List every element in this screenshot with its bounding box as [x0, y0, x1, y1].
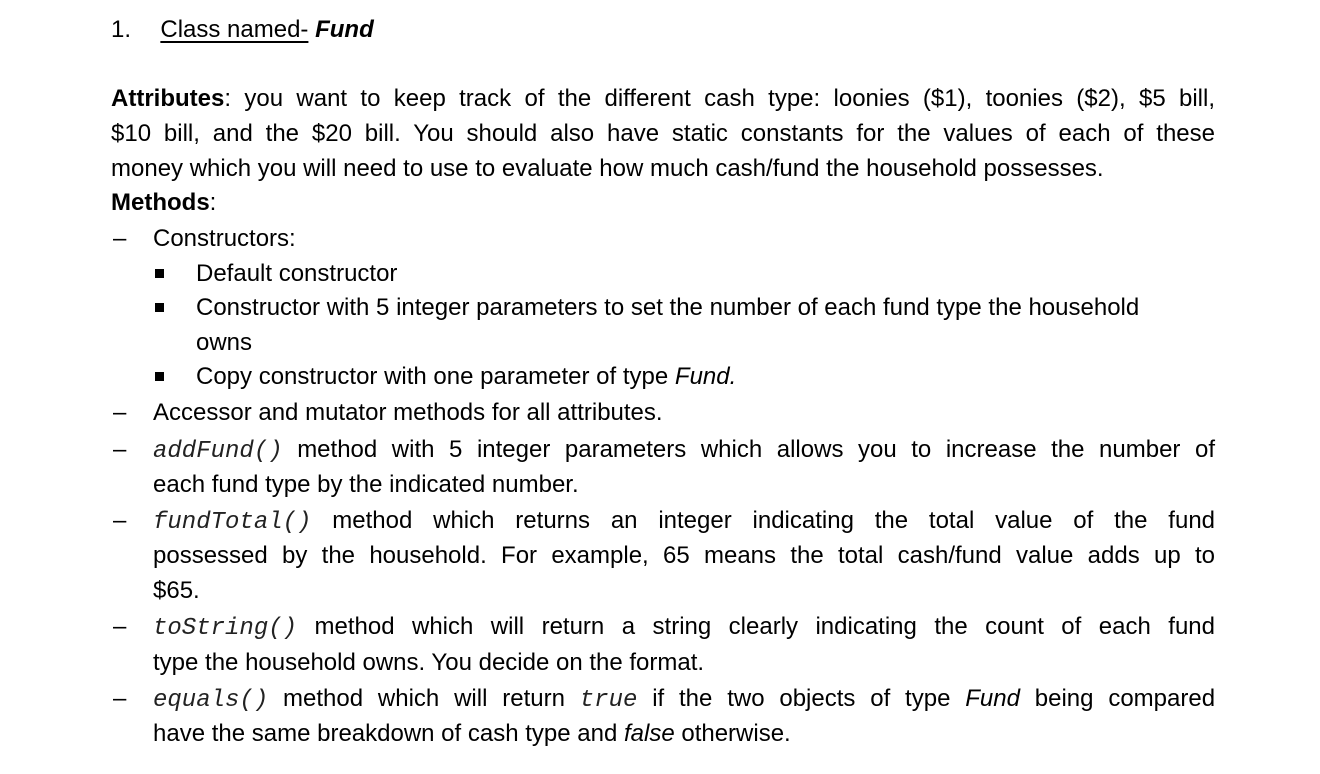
- fundtotal-line-3: $65.: [153, 577, 200, 604]
- accessors-item: Accessor and mutator methods for all attributes.: [153, 399, 663, 426]
- square-bullet: [155, 269, 164, 278]
- square-bullet: [155, 303, 164, 312]
- equals-line-2: have the same breakdown of cash type and false otherwise.: [153, 720, 791, 747]
- dash-bullet: –: [113, 399, 127, 426]
- methods-heading: Methods:: [111, 189, 217, 216]
- dash-bullet: –: [113, 507, 127, 534]
- attributes-line-3: money which you will need to use to evaluate how much cash/fund the household possesses.: [111, 155, 1104, 182]
- constructor-item-default: Default constructor: [196, 260, 398, 287]
- constructor-item-params-cont: owns: [196, 329, 253, 356]
- attributes-line-2: $10 bill, and the $20 bill. You should also have static constants for the values of each of these: [111, 120, 1215, 147]
- equals-line-1: equals() method which will return true if the two objects of type Fund being compared: [153, 685, 1216, 714]
- heading-number: 1.: [111, 16, 132, 43]
- addfund-line-1: addFund() method with 5 integer parameters which allows you to increase the number of: [153, 436, 1215, 465]
- heading-class-name: Fund: [315, 16, 374, 43]
- dash-bullet: –: [113, 613, 127, 640]
- dash-bullet: –: [113, 436, 127, 463]
- equals-code: equals(): [153, 687, 269, 714]
- attributes-label: Attributes: [111, 85, 225, 112]
- constructors-label: Constructors:: [153, 225, 296, 252]
- true-code: true: [579, 687, 638, 714]
- fundtotal-line-2: possessed by the household. For example, 65 means the total cash/fund value adds up to: [153, 542, 1215, 569]
- constructor-item-copy: Copy constructor with one parameter of type Fund.: [196, 363, 737, 390]
- tostring-line-1: toString() method which will return a string clearly indicating the count of each fund: [153, 613, 1215, 642]
- addfund-line-2: each fund type by the indicated number.: [153, 471, 579, 498]
- fundtotal-line-1: fundTotal() method which returns an integer indicating the total value of the fund: [153, 507, 1216, 536]
- square-bullet: [155, 372, 164, 381]
- tostring-code: toString(): [153, 615, 298, 642]
- constructor-item-params: Constructor with 5 integer parameters to set the number of each fund type the household: [196, 294, 1140, 321]
- heading-label: Class named-: [160, 16, 309, 43]
- dash-bullet: –: [113, 685, 127, 712]
- section-heading: [111, 16, 374, 44]
- fundtotal-code: fundTotal(): [153, 509, 312, 536]
- addfund-code: addFund(): [153, 438, 283, 465]
- methods-label: Methods: [111, 189, 210, 216]
- tostring-line-2: type the household owns. You decide on the format.: [153, 649, 705, 676]
- dash-bullet: –: [113, 225, 127, 252]
- attributes-line-1: Attributes: you want to keep track of the different cash type: loonies ($1), toonies ($2), $5 bill,: [111, 85, 1216, 112]
